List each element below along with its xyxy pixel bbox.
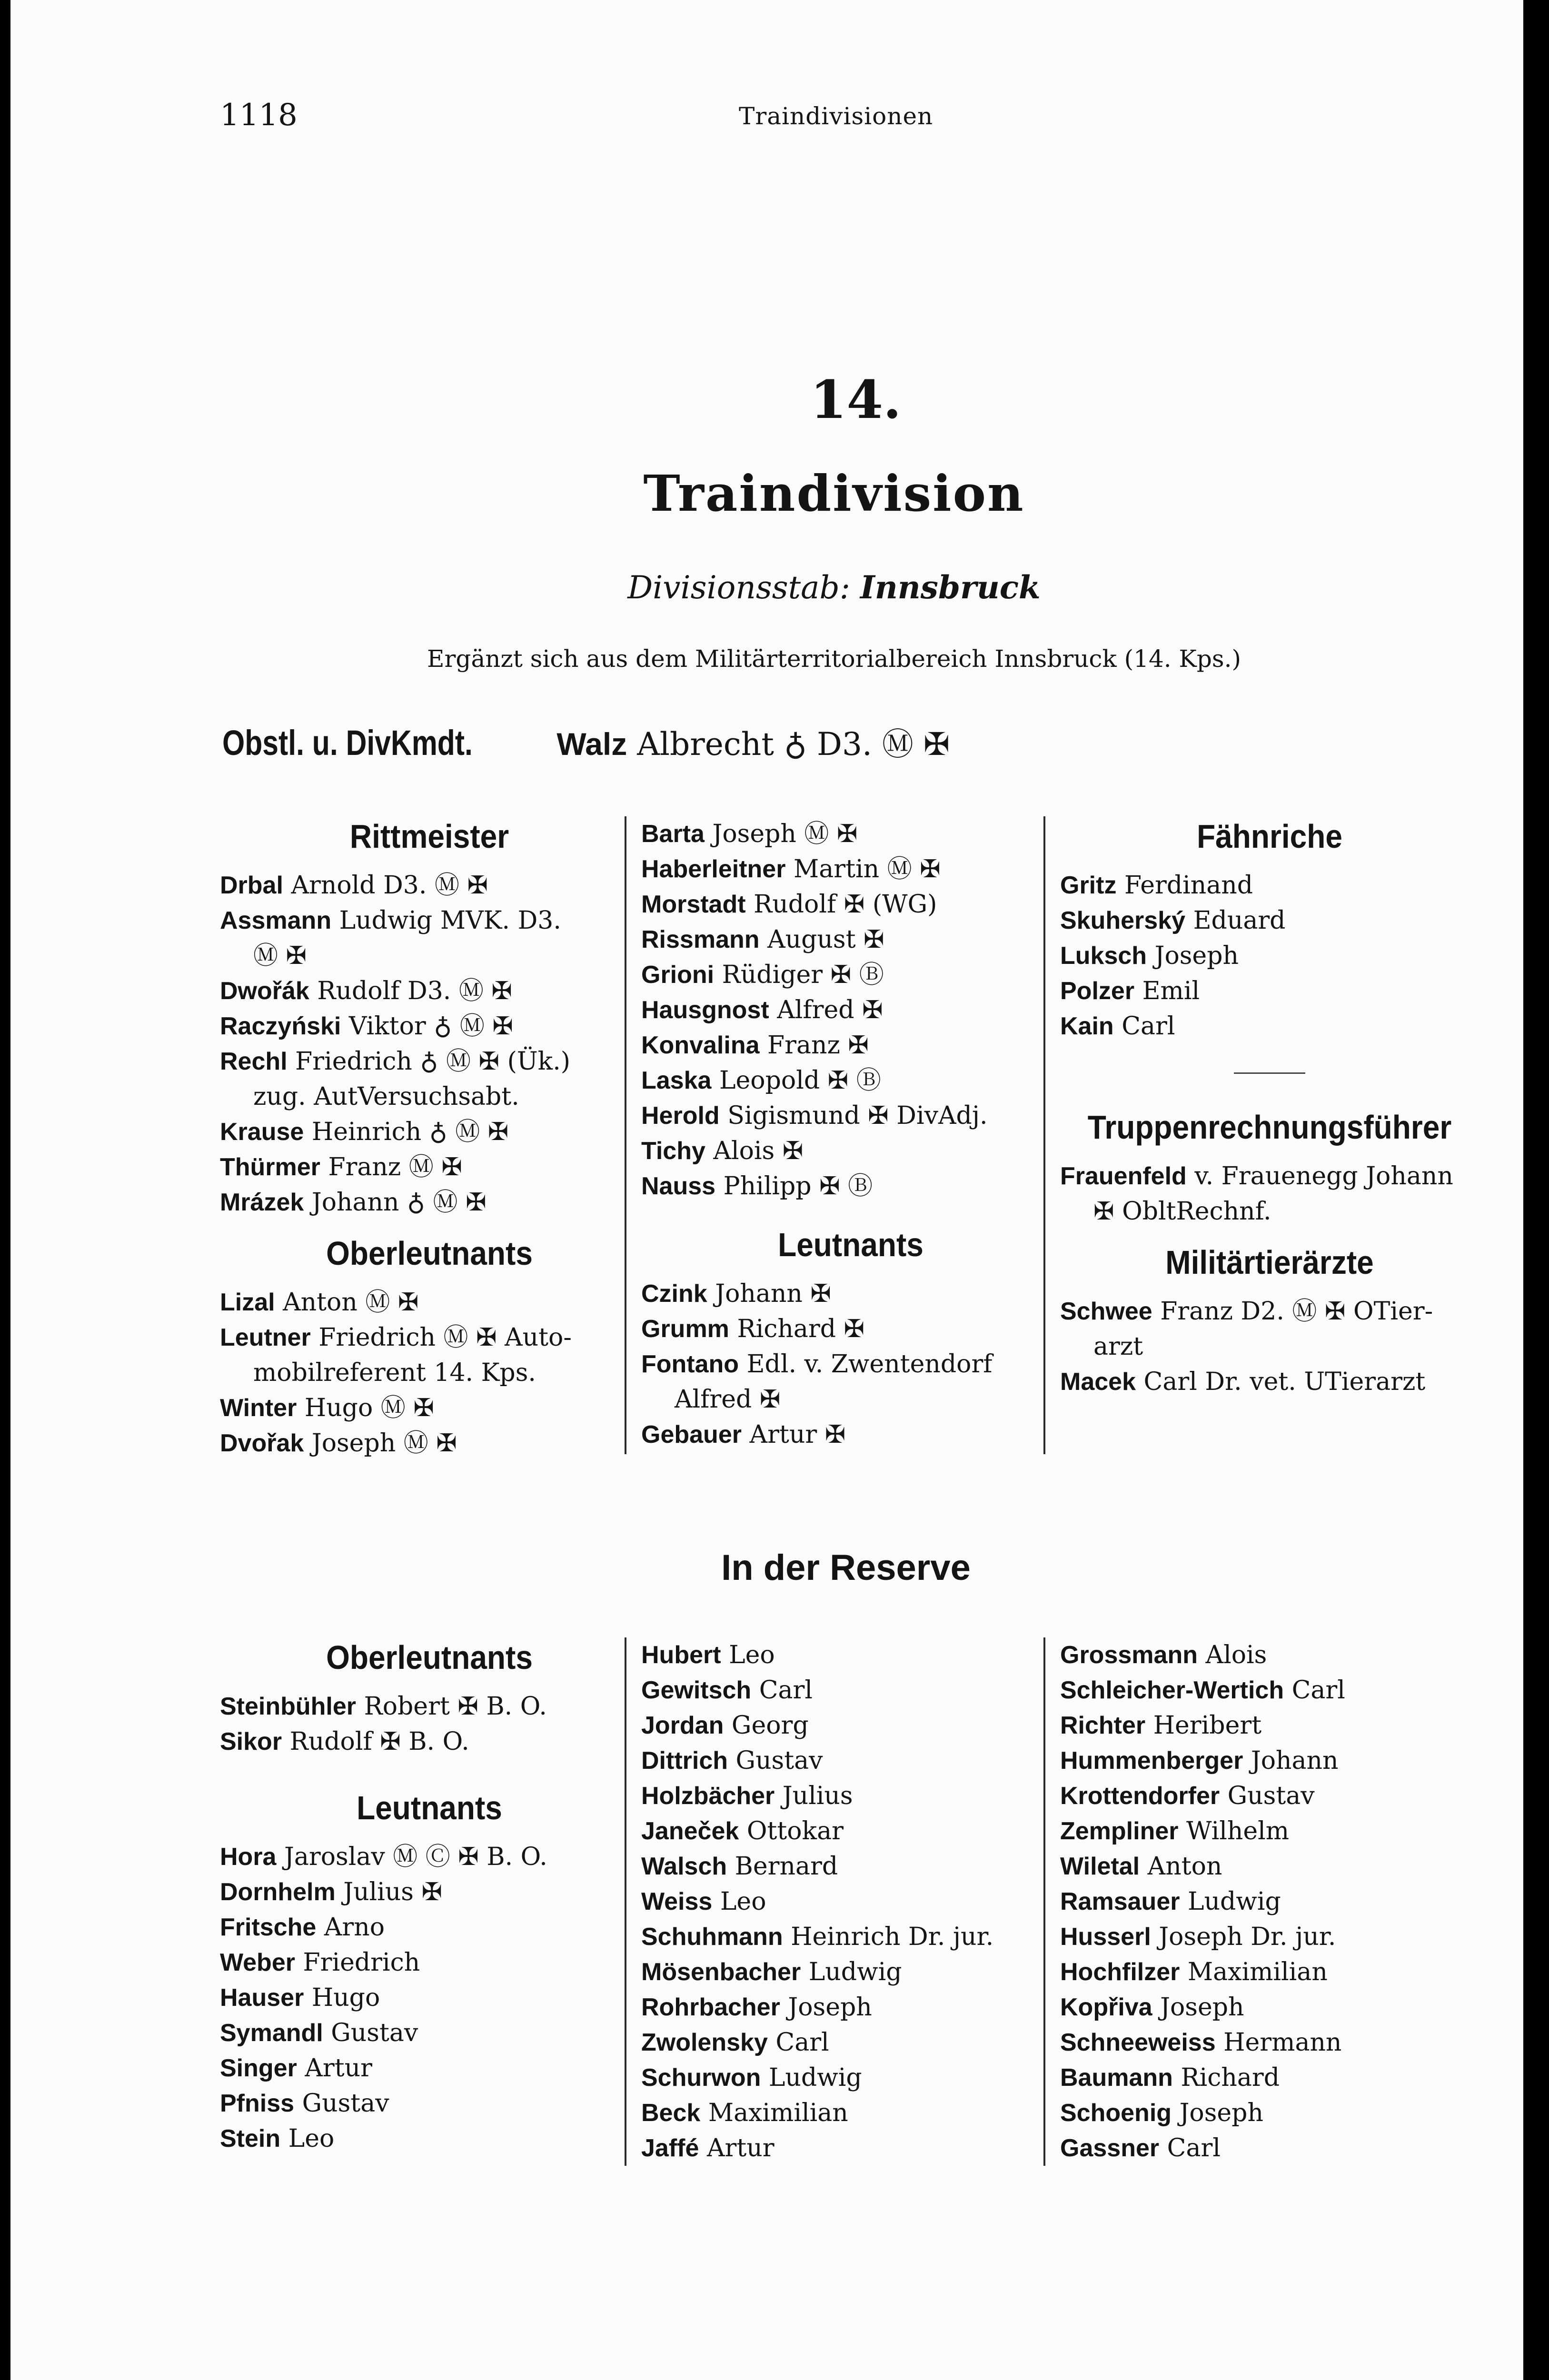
list-item bbox=[641, 1347, 1060, 1382]
officer-details: Carl Dr. vet. UTierarzt bbox=[1143, 1368, 1426, 1396]
list-item bbox=[641, 957, 1060, 992]
officer-surname: Morstadt bbox=[641, 891, 746, 918]
list-item bbox=[641, 1417, 1060, 1452]
list-item bbox=[1060, 2131, 1479, 2166]
list-item bbox=[1060, 903, 1479, 938]
reserve-column-middle bbox=[641, 1637, 1060, 2166]
list-item bbox=[641, 992, 1060, 1028]
officer-surname: Singer bbox=[220, 2054, 297, 2082]
officer-surname: Pfniss bbox=[220, 2090, 295, 2117]
list-item bbox=[641, 922, 1060, 957]
officer-details: Robert ✠ B. O. bbox=[364, 1692, 547, 1721]
officer-details: Arno bbox=[324, 1913, 385, 1942]
active-column-right bbox=[1060, 816, 1479, 1399]
officer-details: Heribert bbox=[1153, 1711, 1262, 1740]
division-title: Traindivision bbox=[643, 464, 1025, 523]
list-item bbox=[641, 1311, 1060, 1347]
officer-surname: Krottendorfer bbox=[1060, 1782, 1220, 1810]
list-item bbox=[641, 816, 1060, 852]
division-number: 14. bbox=[810, 369, 902, 430]
reserve-column-right bbox=[1060, 1637, 1479, 2166]
officer-details: Joseph bbox=[1179, 2099, 1263, 2127]
officer-details: Artur bbox=[706, 2134, 774, 2162]
list-item bbox=[641, 1063, 1060, 1098]
officer-details: Leo bbox=[720, 1887, 766, 1916]
officer-details: Maximilian bbox=[708, 2099, 848, 2127]
list-item bbox=[220, 1355, 639, 1390]
list-item bbox=[641, 1990, 1060, 2025]
officer-details: Alois ✠ bbox=[713, 1137, 804, 1165]
list-item bbox=[220, 1390, 639, 1426]
officer-details: Sigismund ✠ DivAdj. bbox=[727, 1101, 988, 1130]
list-item bbox=[1060, 1637, 1479, 1673]
list-item bbox=[641, 1884, 1060, 1919]
list-item bbox=[641, 2131, 1060, 2166]
officer-details: Anton bbox=[1147, 1852, 1222, 1881]
list-item bbox=[1060, 868, 1479, 903]
officer-details: Johann ✠ bbox=[715, 1279, 831, 1308]
list-item bbox=[220, 1320, 639, 1355]
heading-militaertieraerzte: Militärtierärzte bbox=[1165, 1244, 1374, 1281]
officer-details: Julius bbox=[782, 1782, 853, 1810]
list-oberleutnants bbox=[220, 1285, 639, 1461]
officer-details: Rudolf D3. Ⓜ ✠ bbox=[317, 977, 512, 1005]
officer-details: v. Frauenegg Johann bbox=[1194, 1162, 1453, 1190]
officer-details: Gustav bbox=[735, 1746, 823, 1775]
list-item bbox=[1060, 1673, 1479, 1708]
recruitment-line: Ergänzt sich aus dem Militärterritorialbereich Innsbruck (14. Kps.) bbox=[427, 645, 1241, 673]
officer-details: ✠ ObltRechnf. bbox=[1093, 1197, 1271, 1226]
list-middle-top bbox=[641, 816, 1060, 1204]
officer-surname: Hochfilzer bbox=[1060, 1958, 1180, 1986]
officer-surname: Rechl bbox=[220, 1048, 288, 1075]
reserve-column-left bbox=[220, 1637, 639, 2156]
list-reserve-oberleutnants bbox=[220, 1689, 639, 1759]
list-item bbox=[220, 1874, 639, 1910]
officer-surname: Nauss bbox=[641, 1172, 716, 1200]
list-item bbox=[641, 2095, 1060, 2131]
list-item bbox=[1060, 2060, 1479, 2095]
heading-faehnriche: Fähnriche bbox=[1197, 818, 1342, 855]
heading-reserve-leutnants: Leutnants bbox=[357, 1789, 502, 1826]
officer-surname: Schuhmann bbox=[641, 1923, 783, 1951]
officer-details: Artur bbox=[305, 2054, 373, 2082]
heading-oberleutnants: Oberleutnants bbox=[326, 1235, 533, 1272]
list-item bbox=[641, 2025, 1060, 2060]
officer-details: Wilhelm bbox=[1186, 1817, 1290, 1845]
officer-surname: Zwolensky bbox=[641, 2029, 768, 2056]
officer-details: Carl bbox=[1167, 2134, 1221, 2162]
officer-details: Leo bbox=[729, 1641, 775, 1669]
officer-details: Eduard bbox=[1193, 906, 1286, 935]
officer-surname: Krause bbox=[220, 1118, 304, 1146]
list-item bbox=[220, 1150, 639, 1185]
officer-surname: Haberleitner bbox=[641, 855, 786, 883]
officer-details: Heinrich Dr. jur. bbox=[791, 1923, 994, 1951]
officer-surname: Schleicher-Wertich bbox=[1060, 1676, 1284, 1704]
list-faehnriche bbox=[1060, 868, 1479, 1044]
officer-details: Anton Ⓜ ✠ bbox=[283, 1288, 419, 1317]
commander-rank: Obstl. u. DivKmdt. bbox=[222, 723, 473, 763]
officer-surname: Hora bbox=[220, 1843, 277, 1871]
officer-details: Richard ✠ bbox=[737, 1315, 865, 1343]
officer-details: Hermann bbox=[1223, 2028, 1342, 2057]
officer-surname: Dornhelm bbox=[220, 1878, 336, 1906]
officer-surname: Rohrbacher bbox=[641, 1993, 780, 2021]
list-reserve-right bbox=[1060, 1637, 1479, 2166]
officer-surname: Luksch bbox=[1060, 942, 1147, 970]
officer-surname: Thürmer bbox=[220, 1153, 320, 1181]
officer-details: Joseph bbox=[1160, 1993, 1244, 2022]
officer-surname: Gebauer bbox=[641, 1421, 742, 1448]
list-item bbox=[220, 1114, 639, 1150]
list-item bbox=[641, 1276, 1060, 1311]
list-item bbox=[1060, 1849, 1479, 1884]
officer-details: Johann bbox=[1251, 1746, 1339, 1775]
officer-surname: Schneeweiss bbox=[1060, 2029, 1216, 2056]
list-item bbox=[220, 1980, 639, 2015]
list-item bbox=[220, 1426, 639, 1461]
list-item bbox=[220, 868, 639, 903]
reserve-title: In der Reserve bbox=[721, 1547, 971, 1588]
heading-reserve-oberleutnants: Oberleutnants bbox=[326, 1639, 533, 1676]
officer-surname: Hummenberger bbox=[1060, 1747, 1243, 1775]
officer-surname: Stein bbox=[220, 2125, 281, 2152]
officer-surname: Fritsche bbox=[220, 1914, 317, 1941]
officer-surname: Walsch bbox=[641, 1853, 727, 1880]
officer-details: Richard bbox=[1181, 2063, 1280, 2092]
staff-location: Innsbruck bbox=[860, 569, 1041, 606]
list-item bbox=[1060, 938, 1479, 973]
officer-surname: Weiss bbox=[641, 1888, 713, 1915]
officer-details: Ⓜ ✠ bbox=[253, 942, 307, 970]
list-item bbox=[641, 1028, 1060, 1063]
officer-surname: Frauenfeld bbox=[1060, 1162, 1187, 1190]
officer-surname: Holzbächer bbox=[641, 1782, 775, 1810]
officer-surname: Tichy bbox=[641, 1137, 705, 1165]
commander-surname: Walz bbox=[556, 726, 627, 762]
list-item bbox=[641, 1778, 1060, 1814]
officer-details: Edl. v. Zwentendorf bbox=[746, 1350, 993, 1378]
list-item bbox=[1060, 1778, 1479, 1814]
officer-surname: Gassner bbox=[1060, 2134, 1160, 2162]
officer-surname: Ramsauer bbox=[1060, 1888, 1180, 1915]
officer-surname: Grossmann bbox=[1060, 1641, 1198, 1669]
list-item bbox=[220, 1724, 639, 1759]
list-leutnants bbox=[641, 1276, 1060, 1452]
officer-surname: Hauser bbox=[220, 1984, 304, 2012]
officer-surname: Laska bbox=[641, 1067, 712, 1094]
list-item bbox=[641, 1098, 1060, 1133]
officer-details: Alois bbox=[1205, 1641, 1267, 1669]
officer-details: Friedrich bbox=[303, 1948, 420, 1977]
officer-surname: Schurwon bbox=[641, 2064, 761, 2092]
officer-surname: Raczyński bbox=[220, 1012, 341, 1040]
officer-details: Joseph bbox=[788, 1993, 872, 2022]
list-item bbox=[220, 2015, 639, 2051]
officer-details: Ludwig bbox=[808, 1958, 902, 1986]
officer-details: Ferdinand bbox=[1124, 871, 1253, 900]
officer-surname: Hausgnost bbox=[641, 996, 769, 1024]
list-item bbox=[220, 1945, 639, 1980]
list-item bbox=[641, 1133, 1060, 1169]
officer-details: Georg bbox=[731, 1711, 809, 1740]
officer-details: Alfred ✠ bbox=[675, 1385, 781, 1414]
list-item bbox=[220, 2051, 639, 2086]
officer-surname: Skuherský bbox=[1060, 907, 1186, 934]
officer-surname: Kopřiva bbox=[1060, 1993, 1152, 2021]
officer-details: Martin Ⓜ ✠ bbox=[793, 855, 941, 883]
list-item bbox=[220, 2121, 639, 2156]
column-rule bbox=[625, 1637, 626, 2166]
officer-details: Rüdiger ✠ Ⓑ bbox=[722, 961, 884, 989]
officer-surname: Janeček bbox=[641, 1817, 739, 1845]
list-item bbox=[641, 1382, 1060, 1417]
officer-details: Joseph Dr. jur. bbox=[1159, 1923, 1336, 1951]
officer-details: Carl bbox=[759, 1676, 813, 1705]
officer-details: Carl bbox=[1122, 1012, 1175, 1041]
officer-details: Leopold ✠ Ⓑ bbox=[719, 1066, 881, 1095]
list-item bbox=[641, 1708, 1060, 1743]
officer-details: Philipp ✠ Ⓑ bbox=[723, 1172, 873, 1200]
officer-details: Jaroslav Ⓜ Ⓒ ✠ B. O. bbox=[284, 1843, 547, 1871]
list-item bbox=[641, 1849, 1060, 1884]
officer-surname: Herold bbox=[641, 1102, 720, 1130]
officer-surname: Hubert bbox=[641, 1641, 721, 1669]
officer-surname: Sikor bbox=[220, 1728, 282, 1755]
officer-details: Johann ♁ Ⓜ ✠ bbox=[311, 1188, 487, 1217]
officer-surname: Barta bbox=[641, 820, 705, 848]
list-item bbox=[1060, 1990, 1479, 2025]
list-item bbox=[1060, 1884, 1479, 1919]
officer-details: zug. AutVersuchsabt. bbox=[253, 1082, 519, 1111]
officer-surname: Winter bbox=[220, 1394, 297, 1422]
list-item bbox=[641, 2060, 1060, 2095]
list-item bbox=[220, 1044, 639, 1079]
officer-details: Franz Ⓜ ✠ bbox=[328, 1153, 462, 1181]
list-item bbox=[641, 887, 1060, 922]
list-item bbox=[641, 1814, 1060, 1849]
list-item bbox=[1060, 1329, 1479, 1364]
officer-details: Joseph Ⓜ ✠ bbox=[311, 1429, 457, 1458]
division-staff-line bbox=[10, 569, 1523, 606]
list-item bbox=[220, 1185, 639, 1220]
officer-surname: Rissmann bbox=[641, 926, 760, 953]
officer-surname: Drbal bbox=[220, 872, 283, 899]
officer-surname: Jaffé bbox=[641, 2134, 699, 2162]
list-item bbox=[1060, 1364, 1479, 1399]
officer-surname: Assmann bbox=[220, 907, 332, 934]
officer-details: Rudolf ✠ (WG) bbox=[754, 890, 937, 919]
list-item bbox=[220, 973, 639, 1009]
list-militaertieraerzte bbox=[1060, 1294, 1479, 1399]
column-rule bbox=[625, 816, 626, 1454]
officer-surname: Steinbühler bbox=[220, 1693, 357, 1720]
heading-rittmeister: Rittmeister bbox=[349, 818, 509, 855]
officer-surname: Lizal bbox=[220, 1289, 275, 1316]
officer-surname: Fontano bbox=[641, 1350, 739, 1378]
heading-leutnants: Leutnants bbox=[778, 1226, 923, 1263]
column-rule bbox=[1043, 1637, 1045, 2166]
list-rittmeister bbox=[220, 868, 639, 1220]
list-reserve-leutnants bbox=[220, 1839, 639, 2156]
officer-details: Arnold D3. Ⓜ ✠ bbox=[291, 871, 488, 900]
officer-details: Ludwig bbox=[1188, 1887, 1281, 1916]
list-reserve-middle bbox=[641, 1637, 1060, 2166]
list-item bbox=[641, 1743, 1060, 1778]
list-item bbox=[1060, 2095, 1479, 2131]
officer-surname: Jordan bbox=[641, 1712, 724, 1739]
list-item bbox=[220, 1839, 639, 1874]
officer-details: Leo bbox=[288, 2124, 335, 2153]
officer-details: Ludwig MVK. D3. bbox=[339, 906, 561, 935]
officer-surname: Beck bbox=[641, 2099, 701, 2127]
officer-details: Carl bbox=[1291, 1676, 1345, 1705]
list-item bbox=[220, 2086, 639, 2121]
list-item bbox=[220, 903, 639, 938]
list-item bbox=[1060, 1954, 1479, 1990]
list-item bbox=[1060, 1814, 1479, 1849]
officer-surname: Weber bbox=[220, 1949, 295, 1976]
list-item bbox=[220, 1689, 639, 1724]
staff-label: Divisionsstab: bbox=[627, 569, 850, 606]
active-column-middle bbox=[641, 816, 1060, 1452]
officer-surname: Polzer bbox=[1060, 977, 1135, 1005]
officer-details: Hugo Ⓜ ✠ bbox=[304, 1394, 434, 1422]
officer-surname: Wiletal bbox=[1060, 1853, 1140, 1880]
officer-surname: Dwořák bbox=[220, 977, 309, 1005]
officer-details: Viktor ♁ Ⓜ ✠ bbox=[348, 1012, 513, 1041]
officer-details: Joseph Ⓜ ✠ bbox=[712, 820, 858, 848]
officer-surname: Grumm bbox=[641, 1315, 729, 1343]
officer-surname: Schwee bbox=[1060, 1298, 1152, 1325]
officer-details: arzt bbox=[1093, 1332, 1143, 1361]
officer-surname: Leutner bbox=[220, 1324, 311, 1351]
list-item bbox=[220, 938, 639, 973]
officer-surname: Czink bbox=[641, 1280, 707, 1308]
book-page bbox=[10, 0, 1523, 2380]
commander-line bbox=[222, 719, 950, 764]
officer-details: Alfred ✠ bbox=[777, 996, 883, 1024]
active-column-left bbox=[220, 816, 639, 1461]
officer-surname: Gritz bbox=[1060, 872, 1117, 899]
officer-details: Joseph bbox=[1154, 942, 1239, 970]
list-item bbox=[1060, 973, 1479, 1009]
officer-details: Gustav bbox=[302, 2089, 389, 2118]
officer-details: Franz ✠ bbox=[767, 1031, 869, 1060]
officer-details: Ludwig bbox=[768, 2063, 862, 2092]
officer-details: Julius ✠ bbox=[343, 1878, 443, 1906]
heading-truppenrechnungsfuehrer: Truppenrechnungsführer bbox=[1087, 1109, 1452, 1146]
officer-surname: Symandl bbox=[220, 2019, 323, 2047]
list-item bbox=[220, 1079, 639, 1114]
officer-details: Heinrich ♁ Ⓜ ✠ bbox=[311, 1118, 509, 1146]
officer-surname: Zempliner bbox=[1060, 1817, 1179, 1845]
officer-surname: Husserl bbox=[1060, 1923, 1151, 1951]
officer-surname: Mösenbacher bbox=[641, 1958, 801, 1986]
officer-details: Bernard bbox=[735, 1852, 838, 1881]
list-item bbox=[641, 1637, 1060, 1673]
column-rule bbox=[1043, 816, 1045, 1454]
list-item bbox=[641, 1919, 1060, 1954]
officer-surname: Grioni bbox=[641, 961, 715, 989]
list-item bbox=[1060, 1294, 1479, 1329]
officer-details: mobilreferent 14. Kps. bbox=[253, 1359, 536, 1387]
officer-surname: Macek bbox=[1060, 1368, 1136, 1396]
officer-surname: Konvalina bbox=[641, 1031, 760, 1059]
list-item bbox=[641, 852, 1060, 887]
list-item bbox=[1060, 1708, 1479, 1743]
officer-details: Friedrich ♁ Ⓜ ✠ (Ük.) bbox=[295, 1047, 571, 1076]
officer-surname: Kain bbox=[1060, 1012, 1114, 1040]
list-item bbox=[1060, 1919, 1479, 1954]
list-item bbox=[220, 1910, 639, 1945]
officer-details: Franz D2. Ⓜ ✠ OTier- bbox=[1160, 1297, 1433, 1326]
list-item bbox=[220, 1285, 639, 1320]
list-item bbox=[220, 1009, 639, 1044]
list-item bbox=[1060, 2025, 1479, 2060]
list-item bbox=[1060, 1743, 1479, 1778]
officer-surname: Mrázek bbox=[220, 1189, 304, 1216]
officer-details: Emil bbox=[1142, 977, 1200, 1005]
officer-surname: Dvořak bbox=[220, 1429, 304, 1457]
section-separator bbox=[1234, 1072, 1305, 1074]
officer-details: Gustav bbox=[1227, 1782, 1315, 1810]
officer-surname: Gewitsch bbox=[641, 1676, 752, 1704]
officer-details: August ✠ bbox=[767, 925, 884, 954]
officer-details: Carl bbox=[775, 2028, 829, 2057]
officer-surname: Dittrich bbox=[641, 1747, 728, 1775]
commander-details: Albrecht ♁ D3. Ⓜ ✠ bbox=[637, 726, 950, 763]
officer-details: Gustav bbox=[331, 2019, 418, 2047]
officer-details: Ottokar bbox=[746, 1817, 844, 1845]
officer-details: Friedrich Ⓜ ✠ Auto- bbox=[318, 1323, 572, 1352]
list-item bbox=[1060, 1009, 1479, 1044]
page-number: 1118 bbox=[220, 98, 298, 133]
officer-surname: Schoenig bbox=[1060, 2099, 1172, 2127]
list-item bbox=[1060, 1159, 1479, 1194]
officer-details: Maximilian bbox=[1187, 1958, 1328, 1986]
officer-details: Hugo bbox=[311, 1983, 380, 2012]
officer-details: Artur ✠ bbox=[749, 1420, 846, 1449]
list-truppenrechnungsfuehrer bbox=[1060, 1159, 1479, 1229]
list-item bbox=[641, 1954, 1060, 1990]
list-item bbox=[1060, 1194, 1479, 1229]
list-item bbox=[641, 1673, 1060, 1708]
officer-details: Rudolf ✠ B. O. bbox=[289, 1727, 469, 1756]
officer-surname: Richter bbox=[1060, 1712, 1146, 1739]
running-head: Traindivisionen bbox=[739, 102, 933, 130]
officer-surname: Baumann bbox=[1060, 2064, 1173, 2092]
list-item bbox=[641, 1169, 1060, 1204]
